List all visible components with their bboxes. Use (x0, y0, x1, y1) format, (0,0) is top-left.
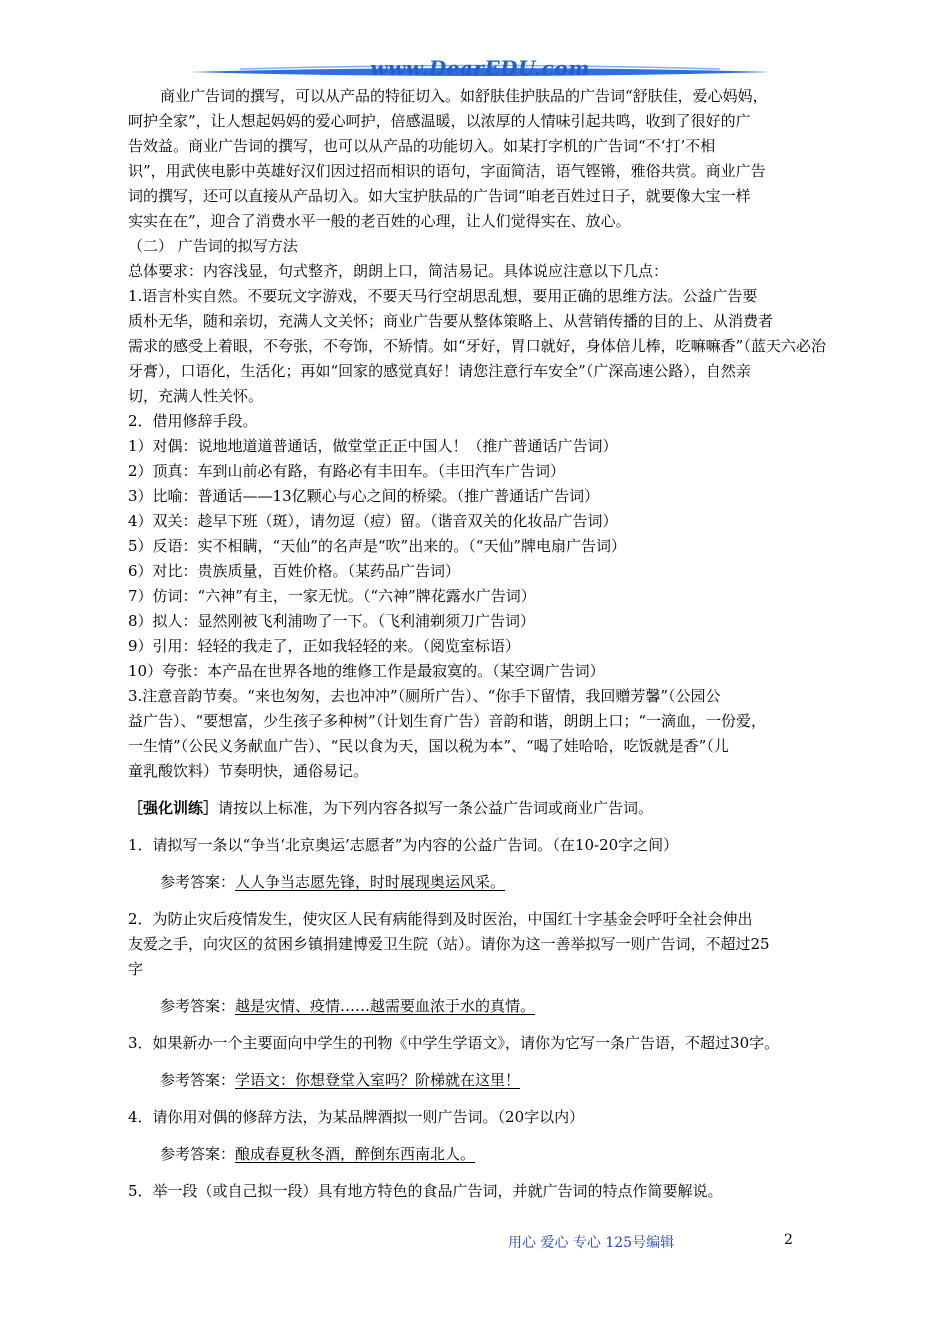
point-3-line: 童乳酸饮料）节奏明快，通俗易记。 (128, 762, 369, 780)
rhetoric-item: 2）顶真：车到山前必有路，有路必有丰田车。（丰田汽车广告词） (128, 462, 566, 480)
page-number: 2 (784, 1232, 793, 1248)
question-3: 3．如果新办一个主要面向中学生的刊物《中学生学语文》，请你为它写一条广告语，不超过30字。 (128, 1034, 780, 1052)
point-1-line: 切，充满人性关怀。 (128, 387, 264, 405)
point-1-paragraph (128, 284, 828, 409)
answer-label: 参考答案： (160, 997, 236, 1015)
question-2-line: 字 (128, 960, 144, 978)
answer-text: 越是灾情、疫情……越需要血浓于水的真情。 (235, 997, 536, 1015)
question-2-line: 友爱之手，向灾区的贫困乡镇捐建博爱卫生院（站）。请你为这一善举拟写一则广告词，不超过25 (128, 935, 770, 953)
rhetoric-item: 10）夸张：本产品在世界各地的维修工作是最寂寞的。（某空调广告词） (128, 662, 605, 680)
answer-2 (128, 994, 828, 1019)
rhetoric-item: 6）对比：贵族质量，百姓价格。（某药品广告词） (128, 562, 461, 580)
point-1-line: 1.语言朴实自然。不要玩文字游戏，不要天马行空胡思乱想，要用正确的思维方法。公益广告要 (128, 287, 758, 305)
point-2-title: 2．借用修辞手段。 (128, 412, 258, 430)
intro-line: 呵护全家”，让人想起妈妈的爱心呵护，倍感温暖，以浓厚的人情味引起共鸣，收到了很好的广 (128, 112, 751, 130)
answer-3 (128, 1068, 828, 1093)
rhetoric-list (128, 434, 828, 684)
intro-line: 词的撰写，还可以直接从产品切入。如大宝护肤品的广告词“咱老百姓过日子，就要像大宝一样 (128, 187, 751, 205)
answer-label: 参考答案： (160, 1145, 236, 1163)
rhetoric-item: 4）双关：趁早下班（斑），请勿逗（痘）留。（谐音双关的化妆品广告词） (128, 512, 618, 530)
intro-paragraph (128, 84, 828, 234)
rhetoric-item: 8）拟人：显然刚被飞利浦吻了一下。（飞利浦剃须刀广告词） (128, 612, 536, 630)
rhetoric-item: 9）引用：轻轻的我走了，正如我轻轻的来。（阅览室标语） (128, 637, 521, 655)
point-1-line: 牙膏），口语化，生活化；再如“回家的感觉真好！请您注意行车安全”（广深高速公路），自然亲 (128, 362, 751, 380)
point-1-line: 需求的感受上着眼，不夸张，不夸饰，不矫情。如“牙好，胃口就好，身体倍儿棒，吃嘛嘛香”（蓝天六必治 (128, 337, 826, 355)
point-3-line: 3.注意音韵节奏。“来也匆匆，去也冲冲”（厕所广告）、“你手下留情，我回赠芳馨”（公园公 (128, 687, 721, 705)
section-heading: （二） 广告词的拟写方法 (128, 237, 298, 255)
answer-1 (128, 870, 828, 895)
question-5: 5．举一段（或自己拟一段）具有地方特色的食品广告词，并就广告词的特点作简要解说。 (128, 1182, 723, 1200)
question-2-line: 2．为防止灾后疫情发生，使灾区人民有病能得到及时医治，中国红十字基金会呼吁全社会伸出 (128, 910, 753, 928)
answer-text: 人人争当志愿先锋，时时展现奥运风采。 (235, 873, 506, 891)
point-3-line: 益广告）、“要想富，少生孩子多种树”（计划生育广告）音韵和谐，朗朗上口；“一滴血，一份爱， (128, 712, 767, 730)
overall-requirement: 总体要求：内容浅显，句式整齐，朗朗上口，简洁易记。具体说应注意以下几点： (128, 262, 669, 280)
intro-line: 识”，用武侠电影中英雄好汉们因过招而相识的语句，字面简洁，语气铿锵，雅俗共赏。商业广告 (128, 162, 766, 180)
point-1-line: 质朴无华，随和亲切，充满人文关怀；商业广告要从整体策略上、从营销传播的目的上、从消费者 (128, 312, 774, 330)
question-4: 4．请你用对偶的修辞方法，为某品牌酒拟一则广告词。（20字以内） (128, 1108, 585, 1126)
answer-label: 参考答案： (160, 873, 236, 891)
point-3-line: 一生情”（公民义务献血广告）、“民以食为天，国以税为本”、“喝了娃哈哈，吃饭就是香”（儿 (128, 737, 729, 755)
footer-text: 用心 爱心 专心 125号编辑 (508, 1235, 675, 1251)
answer-label: 参考答案： (160, 1071, 236, 1089)
answer-4 (128, 1142, 828, 1167)
answer-text: 学语文：你想登堂入室吗？阶梯就在这里！ (235, 1071, 521, 1089)
answer-text: 酿成春夏秋冬酒，醉倒东西南北人。 (235, 1145, 476, 1163)
intro-line: 商业广告词的撰写，可以从产品的特征切入。如舒肤佳护肤品的广告词“舒肤佳，爱心妈妈， (160, 87, 768, 105)
rhetoric-item: 3）比喻：普通话——13亿颗心与心之间的桥梁。（推广普通话广告词） (128, 487, 600, 505)
rhetoric-item: 5）反语：实不相瞒，“天仙”的名声是“吹”出来的。（“天仙”牌电扇广告词） (128, 537, 627, 555)
question-1: 1．请拟写一条以“争当‘北京奥运’志愿者”为内容的公益广告词。（在10-20字之间） (128, 836, 679, 854)
rhetoric-item: 7）仿词：“六神”有主，一家无忧。（“六神”牌花露水广告词） (128, 587, 536, 605)
rhetoric-item: 1）对偶：说地地道道普通话，做堂堂正正中国人！（推广普通话广告词） (128, 437, 618, 455)
intro-line: 实实在在”，迎合了消费水平一般的老百姓的心理，让人们觉得实在、放心。 (128, 212, 631, 230)
training-instruction: 请按以上标准，为下列内容各拟写一条公益广告词或商业广告词。 (218, 799, 654, 817)
banner-site-name: www.DearEDU.com (370, 56, 590, 80)
document-body (128, 84, 828, 1204)
training-header (128, 796, 828, 821)
question-2 (128, 907, 828, 982)
page-footer (0, 1232, 950, 1254)
point-3-paragraph (128, 684, 828, 784)
intro-line: 告效益。商业广告词的撰写，也可以从产品的功能切入。如某打字机的广告词“不‘打’不相 (128, 137, 716, 155)
training-label: ［强化训练］ (128, 799, 219, 817)
